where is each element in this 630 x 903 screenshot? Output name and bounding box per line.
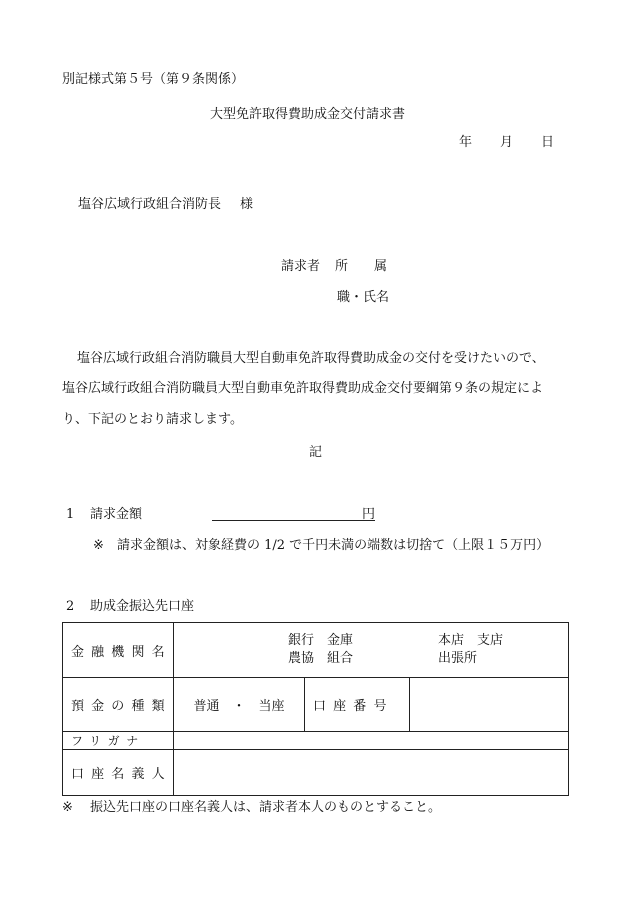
table-row [63, 623, 569, 678]
item1-label: 請求金額 [90, 507, 143, 522]
date-day: 日 [541, 135, 555, 150]
item2-number: 2 [66, 599, 75, 614]
item2-label: 助成金振込先口座 [90, 599, 195, 614]
affiliation-label: 所 属 [335, 259, 388, 274]
body-line: り、下記のとおり請求します。 [62, 412, 243, 427]
item1-unit: 円 [362, 507, 376, 522]
item2-note-text: 振込先口座の口座名義人は、請求者本人のものとすること。 [90, 800, 442, 815]
table-row [63, 732, 569, 750]
institution-type-line1: 銀行 金庫 [288, 633, 354, 648]
document-title: 大型免許取得費助成金交付請求書 [210, 107, 406, 122]
item1-note: 請求金額は、対象経費の 1/2 で千円未満の端数は切捨て（上限１５万円） [117, 538, 550, 553]
financial-institution-field[interactable] [174, 623, 569, 678]
requester-label: 請求者 [281, 259, 321, 274]
claim-amount-field[interactable] [212, 506, 375, 521]
form-number: 別記様式第５号（第９条関係） [62, 72, 245, 87]
deposit-type-label: 預金の種類 [63, 678, 174, 732]
table-row [63, 678, 569, 732]
item2-note-mark: ※ [62, 800, 73, 815]
branch-type [438, 632, 503, 668]
financial-institution-label: 金融機関名 [63, 623, 174, 678]
furigana-field[interactable] [174, 732, 569, 750]
account-holder-label: 口座名義人 [63, 750, 174, 796]
account-number-field[interactable] [410, 678, 569, 732]
date-month: 月 [500, 135, 514, 150]
account-number-label: 口座番号 [305, 678, 410, 732]
item1-note-mark: ※ [93, 538, 104, 553]
branch-type-line1: 本店 支店 [438, 633, 504, 648]
institution-type-line2: 農協 組合 [288, 651, 354, 666]
institution-type [288, 632, 353, 668]
branch-type-line2: 出張所 [438, 651, 478, 666]
ki-heading: 記 [309, 445, 323, 460]
item1-number: 1 [66, 507, 75, 522]
deposit-type-options[interactable]: 普通 ・ 当座 [174, 678, 305, 732]
table-row [63, 750, 569, 796]
title-name-label: 職・氏名 [337, 290, 390, 305]
account-holder-field[interactable] [174, 750, 569, 796]
furigana-label: フリガナ [63, 732, 174, 750]
body-line: 塩谷広域行政組合消防職員大型自動車免許取得費助成金の交付を受けたいので、 [77, 351, 545, 366]
bank-account-table [62, 622, 569, 796]
addressee-name: 塩谷広域行政組合消防長 [78, 197, 222, 212]
date-year: 年 [459, 135, 473, 150]
addressee-honorific: 様 [240, 197, 254, 212]
body-line: 塩谷広域行政組合消防職員大型自動車免許取得費助成金交付要綱第９条の規定によ [62, 381, 544, 396]
